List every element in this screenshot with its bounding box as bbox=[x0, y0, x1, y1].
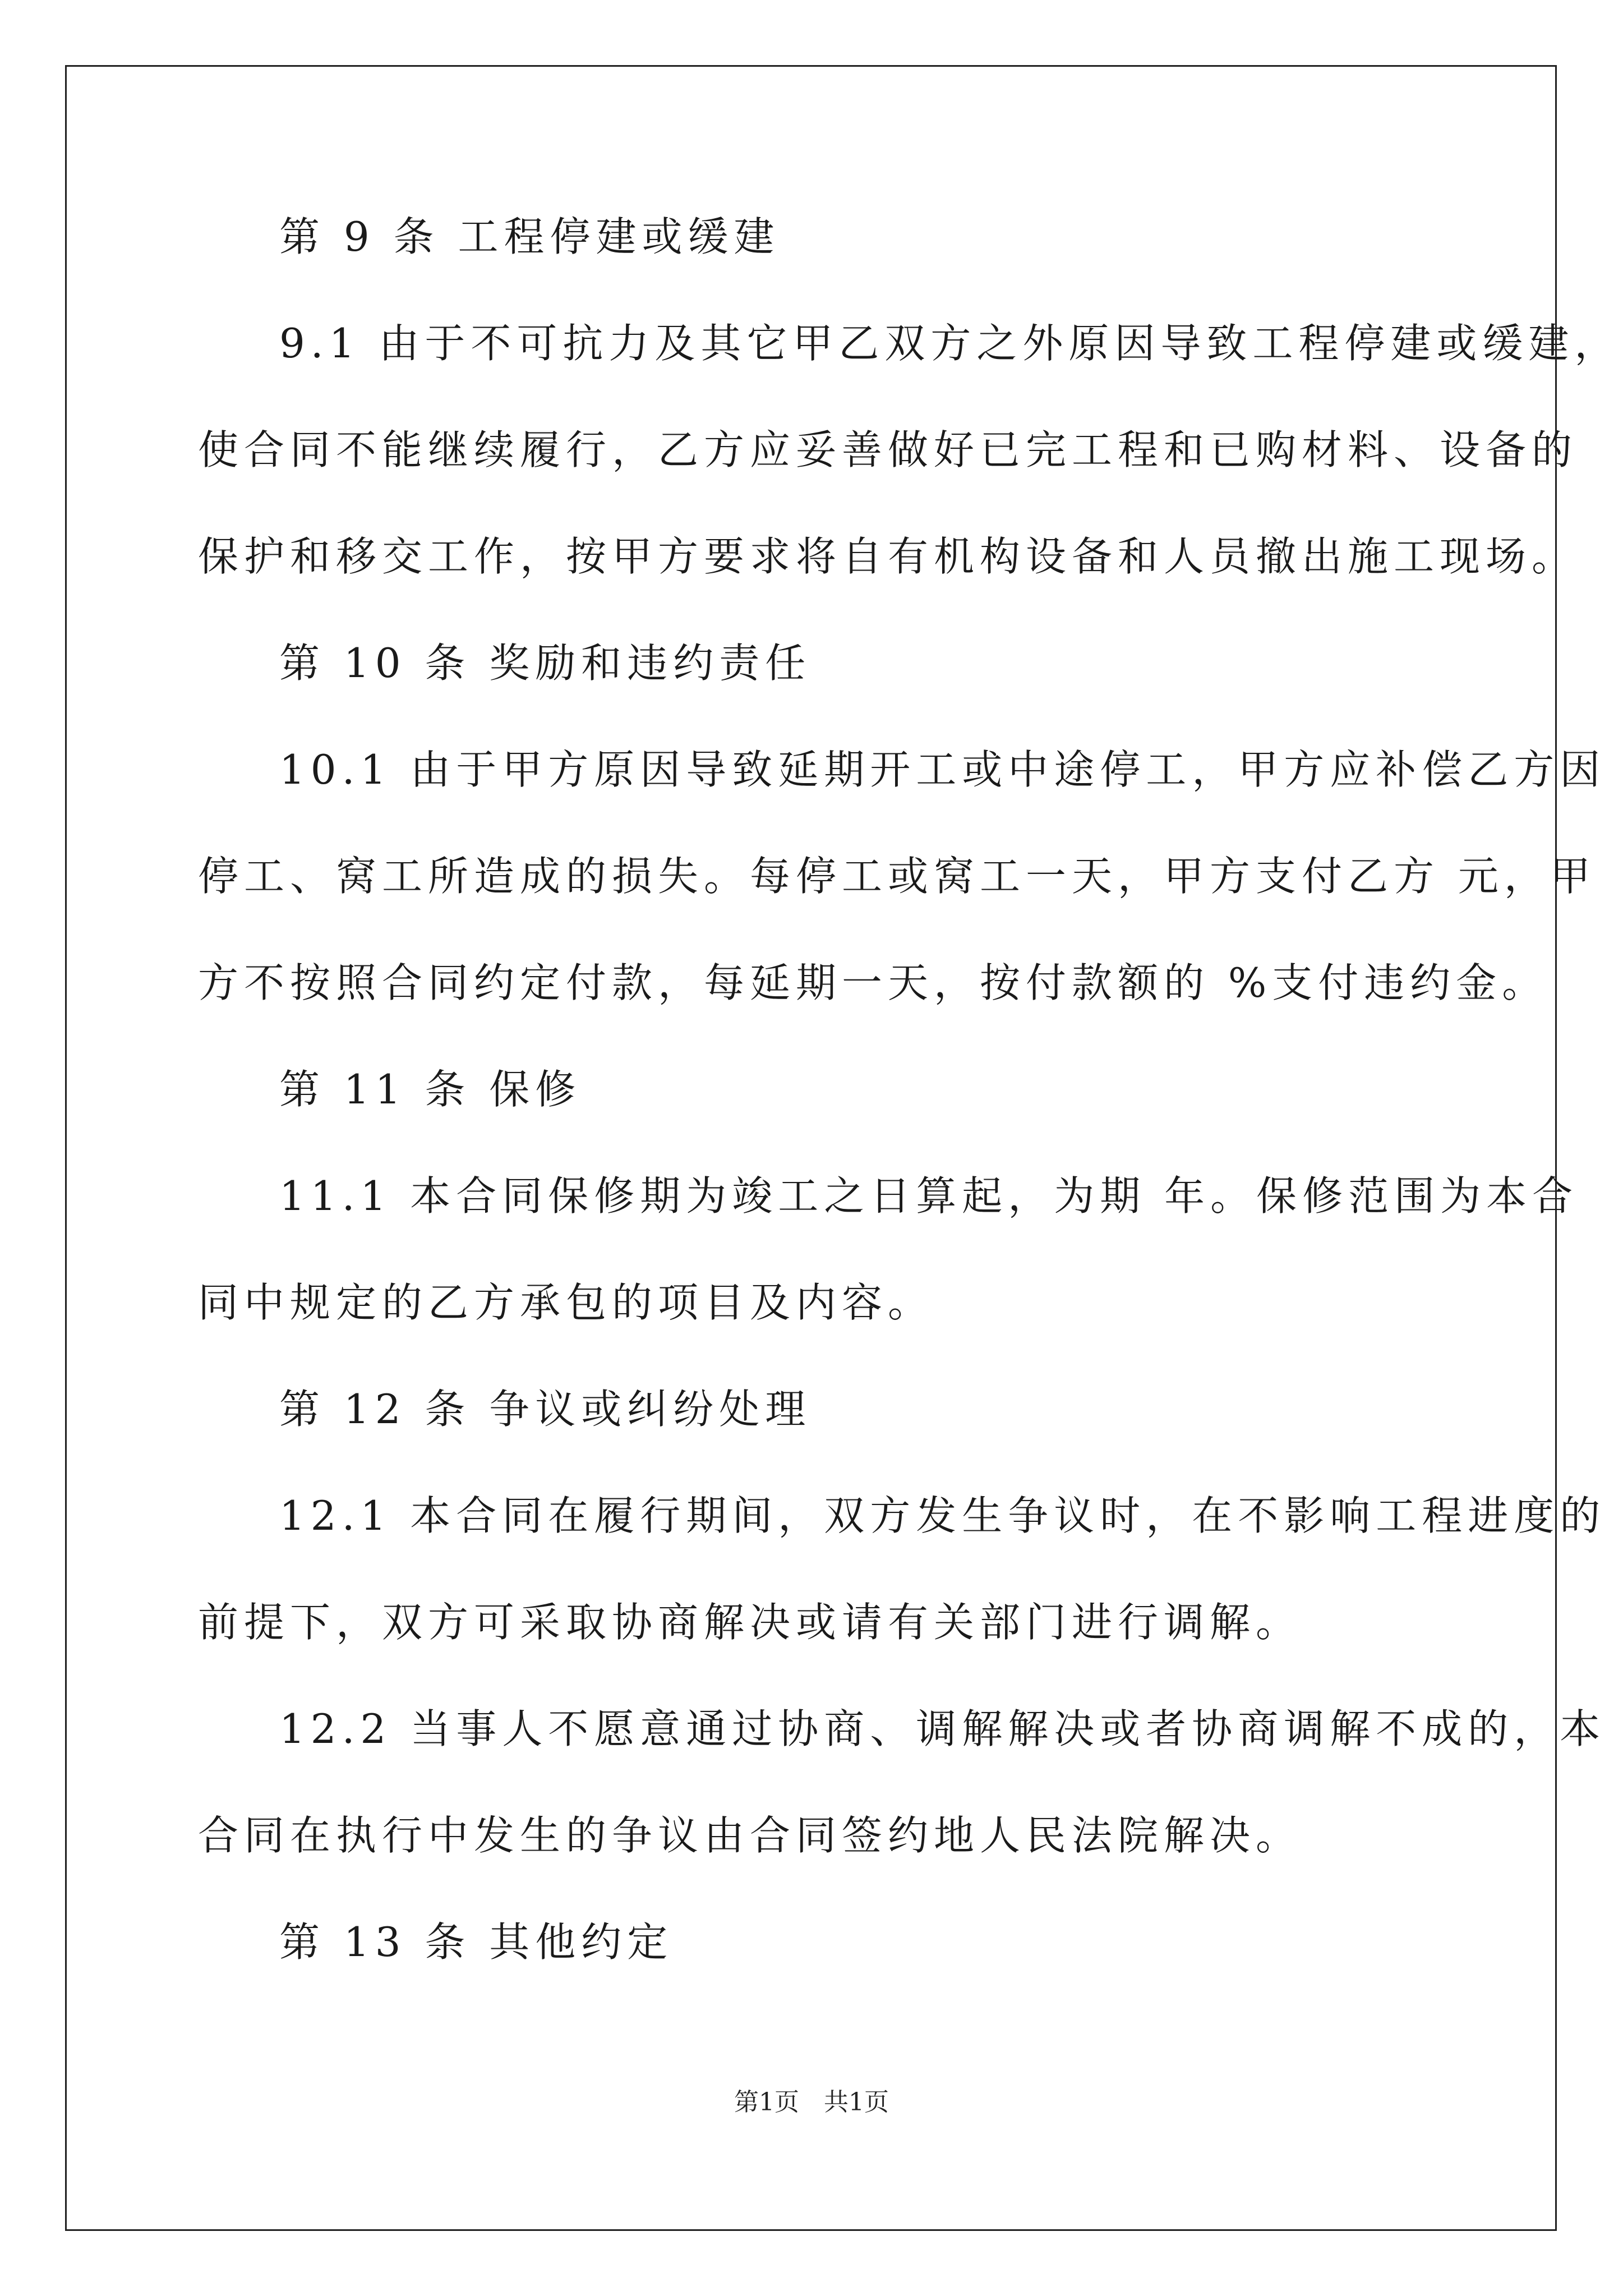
paragraph-line: 同中规定的乙方承包的项目及内容。 bbox=[198, 1279, 934, 1326]
paragraph-line: 12.1 本合同在履行期间，双方发生争议时，在不影响工程进度的 bbox=[279, 1492, 1606, 1539]
page-border bbox=[65, 65, 1557, 2231]
paragraph-line: 9.1 由于不可抗力及其它甲乙双方之外原因导致工程停建或缓建， bbox=[279, 320, 1621, 367]
paragraph-line: 停工、窝工所造成的损失。每停工或窝工一天，甲方支付乙方 元，甲 bbox=[198, 853, 1596, 900]
paragraph-line: 11.1 本合同保修期为竣工之日算起，为期 年。保修范围为本合 bbox=[279, 1172, 1579, 1220]
article-9-heading: 第 9 条 工程停建或缓建 bbox=[279, 213, 780, 260]
page-number-footer: 第1页 共1页 bbox=[734, 2088, 889, 2116]
article-13-heading: 第 13 条 其他约定 bbox=[279, 1918, 674, 1966]
paragraph-line: 合同在执行中发生的争议由合同签约地人民法院解决。 bbox=[198, 1812, 1302, 1859]
paragraph-line: 保护和移交工作，按甲方要求将自有机构设备和人员撤出施工现场。 bbox=[198, 533, 1578, 580]
article-12-heading: 第 12 条 争议或纠纷处理 bbox=[279, 1386, 811, 1433]
article-11-heading: 第 11 条 保修 bbox=[279, 1066, 582, 1113]
paragraph-line: 12.2 当事人不愿意通过协商、调解解决或者协商调解不成的，本 bbox=[279, 1705, 1606, 1752]
article-10-heading: 第 10 条 奖励和违约责任 bbox=[279, 639, 811, 687]
paragraph-line: 使合同不能继续履行，乙方应妥善做好已完工程和已购材料、设备的 bbox=[198, 426, 1578, 473]
paragraph-line: 前提下，双方可采取协商解决或请有关部门进行调解。 bbox=[198, 1599, 1302, 1646]
paragraph-line: 方不按照合同约定付款，每延期一天，按付款额的 %支付违约金。 bbox=[198, 959, 1548, 1006]
paragraph-line: 10.1 由于甲方原因导致延期开工或中途停工，甲方应补偿乙方因 bbox=[279, 746, 1606, 793]
